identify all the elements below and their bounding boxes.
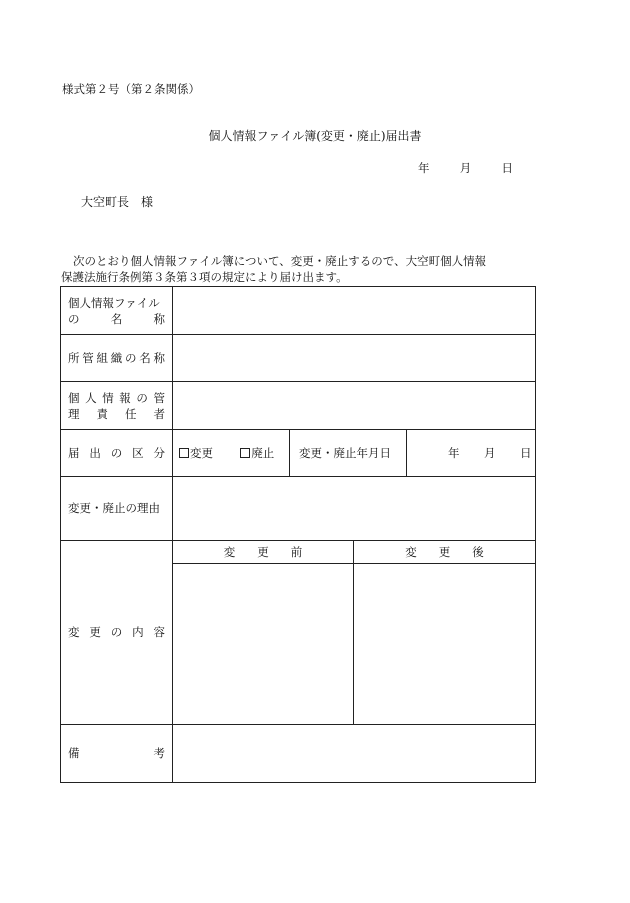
label-file-name: [61, 287, 173, 335]
row-reason: [61, 477, 536, 540]
header-before: 変 更 前: [173, 540, 354, 563]
file-name-field[interactable]: [173, 287, 536, 335]
row-category: [61, 430, 536, 477]
label-remarks: 備 考: [61, 724, 173, 782]
change-date-month: 月: [484, 446, 496, 461]
date-year-label: 年: [418, 161, 430, 175]
row-file-name: [61, 287, 536, 335]
checkbox-change-box[interactable]: [179, 448, 189, 458]
reason-field[interactable]: [173, 477, 536, 540]
remarks-field[interactable]: [173, 724, 536, 782]
label-manager: 個 人 情 報 の 管 理 責 任 者: [61, 382, 173, 430]
label-file-name-line2: の 名 称: [68, 311, 165, 326]
row-remarks: [61, 724, 536, 782]
checkbox-abolish[interactable]: 廃止: [240, 446, 274, 460]
submission-date[interactable]: [418, 160, 513, 176]
date-month-label: 月: [459, 161, 472, 175]
label-change-date: 変更・廃止年月日: [290, 430, 407, 477]
content-before-field[interactable]: [173, 563, 354, 724]
category-options: [173, 430, 290, 477]
addressee: 大空町長 様: [81, 195, 154, 209]
org-field[interactable]: [173, 335, 536, 382]
intro-line-1: 次のとおり個人情報ファイル簿について、変更・廃止するので、大空町個人情報: [73, 254, 487, 268]
date-day-label: 日: [501, 161, 513, 175]
form-number: 様式第２号（第２条関係）: [62, 82, 200, 96]
notification-form-table: [60, 286, 536, 783]
label-file-name-line1: 個人情報ファイル: [68, 295, 160, 310]
label-category: 届 出 の 区 分: [61, 430, 173, 477]
checkbox-abolish-box[interactable]: [240, 448, 250, 458]
row-manager: [61, 382, 536, 430]
row-org: [61, 335, 536, 382]
intro-line-2: 保護法施行条例第３条第３項の規定により届け出ます。: [61, 270, 348, 284]
change-date-year: 年: [448, 446, 460, 461]
row-content-head: [61, 540, 536, 563]
label-org: 所 管 組 織 の 名 称: [61, 335, 173, 382]
checkbox-change[interactable]: 変更: [179, 446, 213, 460]
label-content: 変 更 の 内 容: [61, 540, 173, 724]
content-after-field[interactable]: [354, 563, 536, 724]
manager-field[interactable]: [173, 382, 536, 430]
header-after: 変 更 後: [354, 540, 536, 563]
document-title: 個人情報ファイル簿(変更・廃止)届出書: [208, 129, 422, 143]
intro-text: [61, 253, 541, 285]
change-date-field[interactable]: [407, 430, 536, 477]
change-date-day: 日: [520, 446, 532, 461]
label-reason: 変更・廃止の理由: [61, 477, 173, 540]
